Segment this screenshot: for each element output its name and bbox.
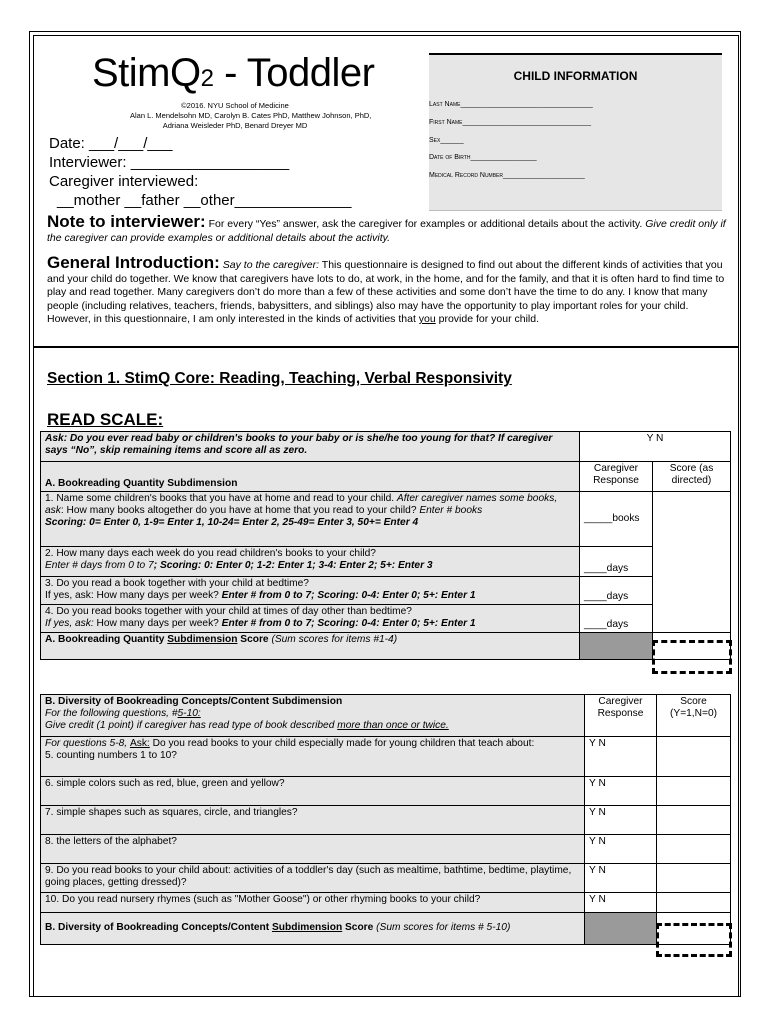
col-caregiver-response: Caregiver Response [580, 462, 653, 492]
subdimension-a-heading: A. Bookreading Quantity Subdimension [41, 462, 580, 492]
question-5 [41, 737, 585, 777]
caregiver-label: Caregiver interviewed: [49, 173, 199, 190]
interview-info [49, 134, 351, 210]
score-cell[interactable] [657, 893, 731, 913]
table-row [41, 577, 731, 605]
table-bookreading-diversity [40, 694, 731, 945]
title-tail: - Toddler [213, 51, 375, 95]
score-cell[interactable] [657, 864, 731, 893]
date-of-birth-field[interactable]: Date of Birth_________________ [429, 154, 537, 161]
table-row [41, 492, 731, 547]
table-row [41, 864, 731, 893]
table-row [41, 737, 731, 777]
q1-text: 1. Name some children's books that you have at home and read to your child. [45, 493, 397, 504]
score-cell[interactable] [653, 492, 731, 633]
question-2 [41, 547, 580, 577]
b-head-italic-2-u: more than once or twice. [337, 720, 449, 732]
ask-yn-cell[interactable] [580, 432, 731, 462]
q4-ask: If yes, ask: [45, 618, 97, 630]
section-divider [33, 346, 739, 348]
total-b-score-box[interactable] [656, 923, 732, 957]
total-a-note: (Sum scores for items #1-4) [268, 634, 398, 645]
intro-text: This questionnaire is designed to find out about the different kinds of activities that you and your child do together. We know that caregivers have lots to do, at work, in the home, and for the family, and that it is often hard to find time to play and read together. Many caregivers don’t do more than a few of these activities and some don’t have the time to do any. I know that many people (including relatives, teachers, friends, babysitters, and siblings) also may have the opportunity to play important roles for your child. However, in this questionnaire, I am only interested in the kinds of activities that [47, 259, 725, 325]
q5-text: 5. counting numbers 1 to 10? [45, 750, 177, 762]
score-cell[interactable] [657, 835, 731, 864]
total-a-score: Score [237, 634, 269, 645]
intro-say: Say to the caregiver: [219, 259, 320, 271]
question-9: 9. Do you read books to your child about: activities of a toddler's day (such as mealtime, bathtime, bedtime, playtime, going places, getting dressed)? [41, 864, 585, 893]
col-caregiver-response: Caregiver Response [585, 695, 657, 737]
subdimension-a-total-label [41, 633, 580, 660]
q4-scoring: Enter # from 0 to 7; Scoring: 0-4: Enter 0; 5+: Enter 1 [221, 618, 476, 630]
first-name-field[interactable]: First Name_________________________________ [429, 119, 591, 126]
q7-response[interactable]: Y N [585, 806, 657, 835]
q5-intro-2: Do you read books to your child especially made for young children that teach about: [149, 738, 535, 749]
score-cell[interactable] [657, 737, 731, 777]
title-sub: 2 [200, 65, 214, 92]
table-row [41, 547, 731, 577]
title-main: StimQ [92, 51, 201, 95]
last-name-field[interactable]: Last Name__________________________________ [429, 101, 593, 108]
note-heading: Note to interviewer [47, 212, 201, 231]
q1-italic: After caregiver names some books, ask [45, 493, 558, 517]
caregiver-options[interactable]: __mother __father __other______________ [57, 192, 352, 209]
col-score: Score (as directed) [653, 462, 731, 492]
read-scale-heading: READ SCALE: [47, 410, 164, 429]
table-row [41, 462, 731, 492]
table-row [41, 913, 731, 945]
ask-cell [41, 432, 580, 462]
section-1-title: Section 1. StimQ Core: Reading, Teaching, Verbal Responsivity [47, 370, 512, 387]
total-a-score-box[interactable] [652, 640, 732, 674]
q4-text: 4. Do you read books together with your child at times of day other than bedtime? [45, 606, 412, 617]
col-score: Score (Y=1,N=0) [657, 695, 731, 737]
total-b-text: B. Diversity of Bookreading Concepts/Content [45, 922, 272, 934]
q3-response[interactable]: ____days [580, 577, 653, 605]
q3-ask: If yes, ask: How many days per week? [45, 590, 222, 602]
table-row [41, 777, 731, 806]
shaded-cell [580, 633, 653, 660]
note-text: For every “Yes” answer, ask the caregiver for examples or additional details about the activity. [205, 218, 646, 230]
table-row [41, 605, 731, 633]
total-a-underline: Subdimension [167, 634, 238, 645]
table-row [41, 835, 731, 864]
q2-response[interactable]: ____days [580, 547, 653, 577]
b-head-italic: For the following questions, # [45, 708, 178, 720]
table-bookreading-quantity [40, 431, 731, 660]
medical-record-number-field[interactable]: Medical Record Number_____________________ [429, 172, 585, 179]
credit-line: Adriana Weisleder PhD, Benard Dreyer MD [162, 121, 308, 130]
form-title [92, 50, 375, 102]
question-7: 7. simple shapes such as squares, circle, and triangles? [41, 806, 585, 835]
intro-text-end: provide for your child. [435, 313, 540, 325]
note-colon: : [200, 212, 206, 231]
credits [130, 101, 372, 131]
question-8: 8. the letters of the alphabet? [41, 835, 585, 864]
total-b-underline: Subdimension [271, 922, 343, 934]
q3-text: 3. Do you read a book together with your child at bedtime? [45, 578, 309, 589]
q5-ask: Ask: [129, 738, 150, 749]
sex-field[interactable]: Sex______ [429, 137, 464, 144]
credit-line: ©2016. NYU School of Medicine [181, 101, 289, 110]
score-cell[interactable] [657, 777, 731, 806]
ask-text: Ask: Do you ever read baby or children's books to your baby or is she/he too young for that? If caregiver says “No”, skip remaining items and score all as zero. [45, 433, 553, 457]
child-info-title: CHILD INFORMATION [513, 69, 638, 83]
question-4 [41, 605, 580, 633]
q2-text: 2. How many days each week do you read children's books to your child? [45, 548, 376, 559]
subdimension-b-total-label [41, 913, 585, 945]
note-to-interviewer [47, 212, 727, 245]
table-row [41, 893, 731, 913]
q3-scoring: Enter # from 0 to 7; Scoring: 0-4: Enter 0; 5+: Enter 1 [221, 590, 476, 602]
table-row [41, 432, 731, 462]
q10-response[interactable]: Y N [585, 893, 657, 913]
subdimension-b-heading [41, 695, 585, 737]
intro-you: you [418, 313, 436, 325]
q4-response[interactable]: ____days [580, 605, 653, 633]
interviewer-field[interactable]: Interviewer: ___________________ [49, 154, 290, 171]
b-head: B. Diversity of Bookreading Concepts/Content Subdimension [45, 696, 343, 707]
q1-scoring: Scoring: 0= Enter 0, 1-9= Enter 1, 10-24= Enter 2, 25-49= Enter 3, 50+= Enter 4 [45, 517, 419, 529]
table-row [41, 633, 731, 660]
question-6: 6. simple colors such as red, blue, green and yellow? [41, 777, 585, 806]
total-b-note: (Sum scores for items # 5-10) [373, 922, 511, 934]
score-cell[interactable] [657, 806, 731, 835]
yes-no-options[interactable]: Y N [646, 433, 664, 444]
question-3 [41, 577, 580, 605]
b-head-italic-2: Give credit (1 point) if caregiver has read type of book described [45, 720, 338, 732]
q1-italic-2: Enter # books [419, 505, 483, 517]
child-information-box [429, 53, 722, 211]
total-a-text: A. Bookreading Quantity [45, 634, 168, 645]
general-introduction [47, 253, 727, 327]
q9-response[interactable]: Y N [585, 864, 657, 893]
q5-response[interactable]: Y N [585, 737, 657, 777]
q6-response[interactable]: Y N [585, 777, 657, 806]
shaded-cell [585, 913, 657, 945]
q2-italic: Enter # days from 0 to 7 [45, 560, 154, 572]
total-b-score: Score [342, 922, 374, 934]
q2-scoring: ; Scoring: 0: Enter 0; 1-2: Enter 1; 3-4: Enter 2; 5+: Enter 3 [153, 560, 433, 572]
question-10: 10. Do you read nursery rhymes (such as "Mother Goose") or other rhyming books to your child? [41, 893, 585, 913]
q8-response[interactable]: Y N [585, 835, 657, 864]
intro-heading: General Introduction: [47, 253, 220, 272]
q1-response[interactable]: _____books [580, 492, 653, 547]
q1-text-2: : How many books altogether do you have at home that you read to your child? [60, 505, 420, 517]
b-head-italic-u: 5-10: [177, 708, 201, 720]
date-field[interactable]: Date: ___/___/___ [49, 135, 173, 152]
credit-line: Alan L. Mendelsohn MD, Carolyn B. Cates PhD, Matthew Johnson, PhD, [130, 111, 372, 120]
table-row [41, 806, 731, 835]
q5-intro: For questions 5-8, [45, 738, 130, 749]
note-italic: Give credit only if the caregiver can provide examples or additional details about the activity. [47, 218, 726, 244]
question-1 [41, 492, 580, 547]
table-row [41, 695, 731, 737]
q4-text-2: How many days per week? [96, 618, 222, 630]
